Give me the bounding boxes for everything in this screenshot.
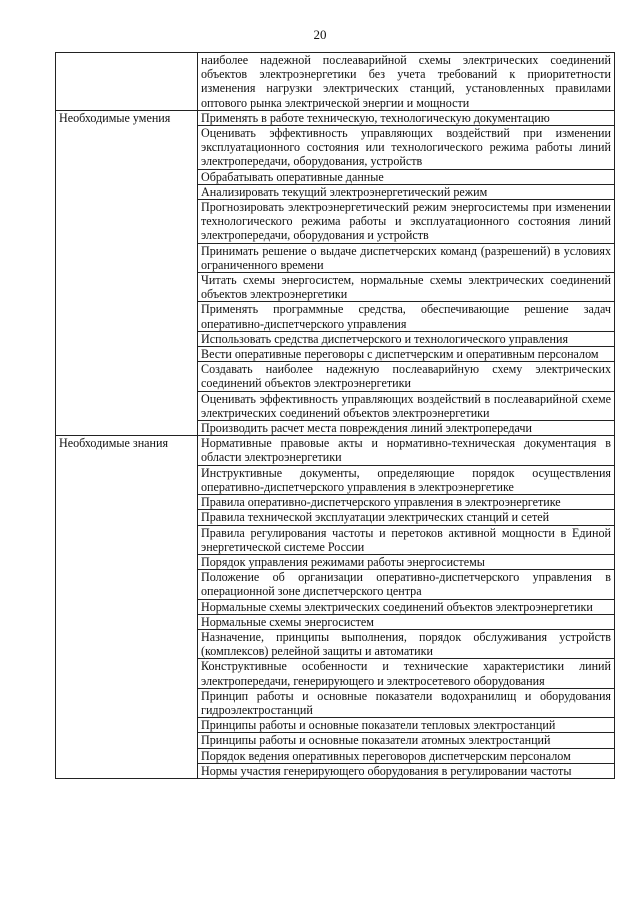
- requirement-text-cell: Производить расчет места повреждения линий электропередачи: [198, 421, 615, 436]
- requirement-text-cell: Использовать средства диспетчерского и технологического управления: [198, 331, 615, 346]
- requirement-text-cell: Вести оперативные переговоры с диспетчерским и оперативным персоналом: [198, 347, 615, 362]
- table-row: [56, 110, 615, 125]
- requirement-text-cell: Порядок управления режимами работы энергосистемы: [198, 554, 615, 569]
- requirement-text-cell: Читать схемы энергосистем, нормальные схемы электрических соединений объектов электроэнергетики: [198, 273, 615, 302]
- requirement-text-cell: Применять в работе техническую, технологическую документацию: [198, 110, 615, 125]
- requirement-text-cell: наиболее надежной послеаварийной схемы электрических соединений объектов электроэнергетики без учета требований к приоритетности изменения нагрузки электрических станций, установленных правилами оптового рынка электрической энергии и мощности: [198, 53, 615, 111]
- requirement-text-cell: Нормативные правовые акты и нормативно-техническая документация в области электроэнергетики: [198, 436, 615, 465]
- requirement-text-cell: Правила регулирования частоты и перетоков активной мощности в Единой энергетической системе России: [198, 525, 615, 554]
- requirement-text-cell: Конструктивные особенности и технические характеристики линий электропередачи, генерирующего и электросетевого оборудования: [198, 659, 615, 688]
- requirements-table: [55, 52, 615, 779]
- requirement-text-cell: Прогнозировать электроэнергетический режим энергосистемы при изменении технологического режима работы и эксплуатационного состояния линий электропередачи, оборудования и устройств: [198, 200, 615, 244]
- requirement-text-cell: Создавать наиболее надежную послеаварийную схему электрических соединений объектов электроэнергетики: [198, 362, 615, 391]
- section-label-cell: Необходимые знания: [56, 436, 198, 779]
- requirement-text-cell: Оценивать эффективность управляющих воздействий при изменении эксплуатационного состояния или технологического режима работы линий электропередачи, оборудования, устройств: [198, 126, 615, 170]
- requirement-text-cell: Применять программные средства, обеспечивающие решение задач оперативно-диспетчерского управления: [198, 302, 615, 331]
- requirement-text-cell: Принцип работы и основные показатели водохранилищ и оборудования гидроэлектростанций: [198, 688, 615, 717]
- requirement-text-cell: Инструктивные документы, определяющие порядок осуществления оперативно-диспетчерского управления в электроэнергетике: [198, 465, 615, 494]
- requirement-text-cell: Обрабатывать оперативные данные: [198, 169, 615, 184]
- requirement-text-cell: Положение об организации оперативно-диспетчерского управления в операционной зоне диспетчерского центра: [198, 570, 615, 599]
- requirement-text-cell: Порядок ведения оперативных переговоров диспетчерским персоналом: [198, 748, 615, 763]
- requirement-text-cell: Принципы работы и основные показатели тепловых электростанций: [198, 718, 615, 733]
- section-label-cell: Необходимые умения: [56, 110, 198, 435]
- requirement-text-cell: Нормальные схемы энергосистем: [198, 614, 615, 629]
- requirement-text-cell: Назначение, принципы выполнения, порядок обслуживания устройств (комплексов) релейной защиты и автоматики: [198, 629, 615, 658]
- page-number: 20: [313, 27, 327, 42]
- section-label-cell: [56, 53, 198, 111]
- requirement-text-cell: Принимать решение о выдаче диспетчерских команд (разрешений) в условиях ограниченного времени: [198, 243, 615, 272]
- requirement-text-cell: Принципы работы и основные показатели атомных электростанций: [198, 733, 615, 748]
- requirement-text-cell: Оценивать эффективность управляющих воздействий в послеаварийной схеме электрических соединений объектов электроэнергетики: [198, 391, 615, 420]
- requirement-text-cell: Нормы участия генерирующего оборудования в регулировании частоты: [198, 763, 615, 778]
- requirement-text-cell: Правила оперативно-диспетчерского управления в электроэнергетике: [198, 495, 615, 510]
- requirement-text-cell: Анализировать текущий электроэнергетический режим: [198, 184, 615, 199]
- requirement-text-cell: Правила технической эксплуатации электрических станций и сетей: [198, 510, 615, 525]
- table-row: [56, 53, 615, 111]
- table-row: [56, 436, 615, 465]
- requirement-text-cell: Нормальные схемы электрических соединений объектов электроэнергетики: [198, 599, 615, 614]
